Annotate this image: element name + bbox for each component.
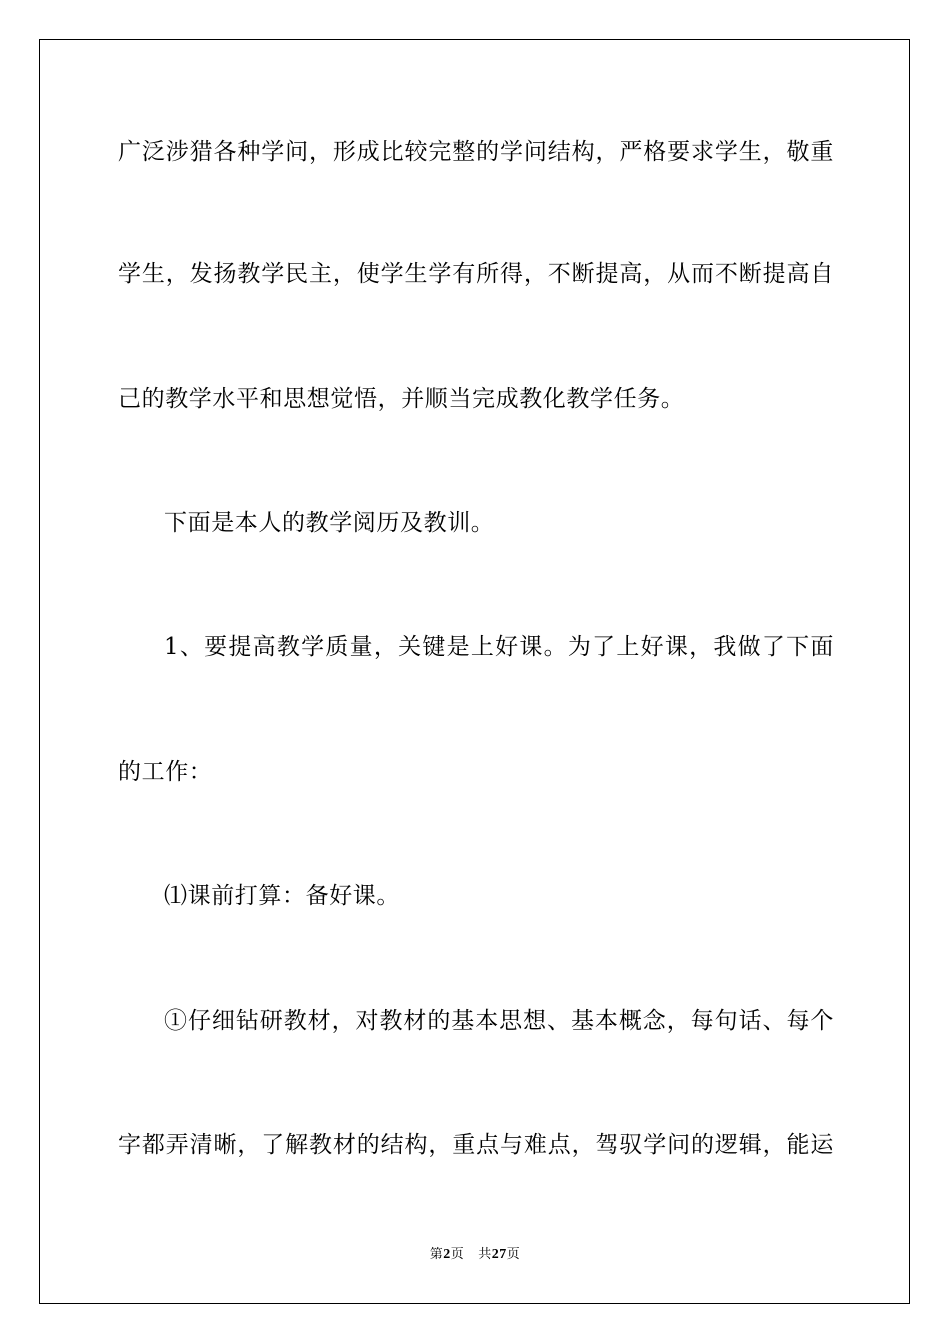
page-footer <box>0 1246 950 1264</box>
body-line-1: 广泛涉猎各种学问，形成比较完整的学问结构，严格要求学生，敬重 <box>118 139 834 165</box>
footer-total-prefix: 共 <box>478 1247 492 1262</box>
page-frame <box>39 39 910 1304</box>
footer-page-suffix: 页 <box>450 1247 465 1262</box>
footer-total-suffix: 页 <box>506 1247 521 1262</box>
body-line-2: 学生，发扬教学民主，使学生学有所得，不断提高，从而不断提高自 <box>118 261 834 287</box>
footer-total-pages: 27 <box>491 1247 507 1262</box>
body-line-9: 字都弄清晰，了解教材的结构，重点与难点，驾驭学问的逻辑，能运 <box>118 1132 834 1158</box>
body-line-7: ⑴课前打算：备好课。 <box>164 883 400 909</box>
body-line-4: 下面是本人的教学阅历及教训。 <box>164 510 495 536</box>
body-line-3: 己的教学水平和思想觉悟，并顺当完成教化教学任务。 <box>118 386 685 412</box>
body-line-6: 的工作： <box>118 759 213 785</box>
body-line-5: 1、要提高教学质量，关键是上好课。为了上好课，我做了下面 <box>164 634 834 660</box>
body-line-8: ①仔细钻研教材，对教材的基本思想、基本概念，每句话、每个 <box>164 1008 834 1034</box>
footer-page-number: 2 <box>443 1247 451 1262</box>
footer-page-prefix: 第 <box>429 1247 444 1262</box>
